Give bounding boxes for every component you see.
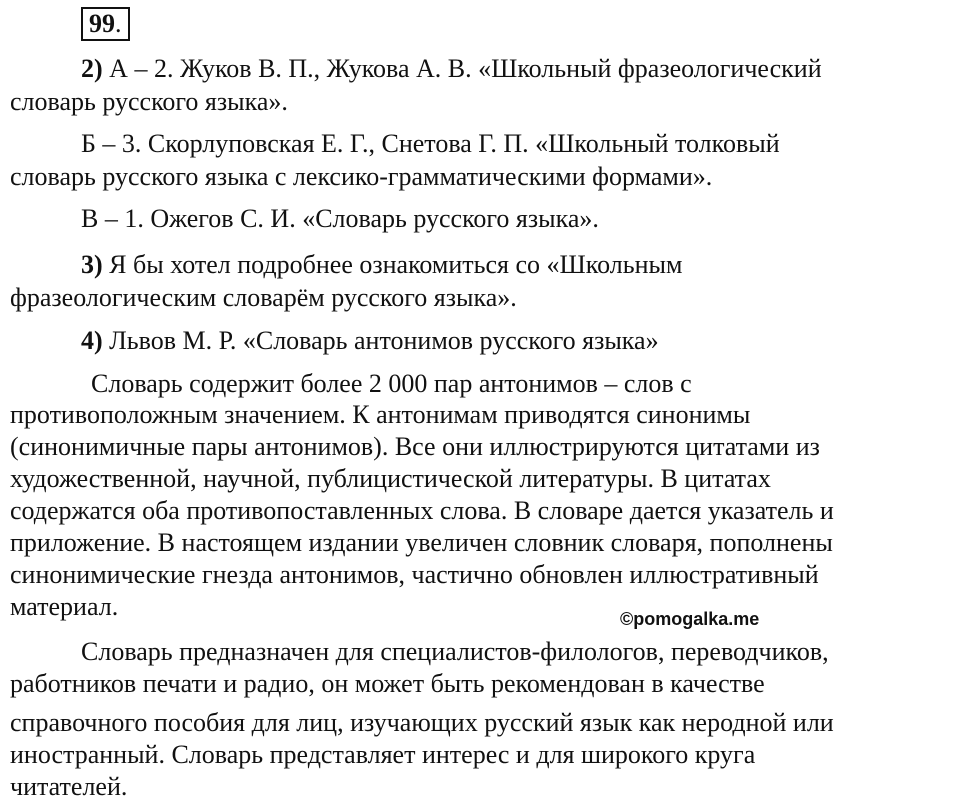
para2-line-3: справочного пособия для лиц, изучающих русский язык как неродной или — [10, 708, 834, 737]
exercise-number-dot: . — [115, 9, 122, 38]
para1-line-5: содержатся оба противопоставленных слова. В словаре дается указатель и — [10, 496, 834, 525]
item-2-marker: 2) — [81, 54, 103, 83]
para1-line-1: Словарь содержит более 2 000 пар антонимов – слов с — [91, 369, 692, 398]
para2-line-4: иностранный. Словарь представляет интерес и для широкого круга — [10, 740, 756, 769]
para1-line-2: противоположным значением. К антонимам приводятся синонимы — [10, 400, 751, 429]
item-4-marker: 4) — [81, 326, 103, 355]
exercise-number — [81, 7, 130, 41]
item-v1-line-1: В – 1. Ожегов С. И. «Словарь русского языка». — [81, 204, 599, 233]
item-3-marker: 3) — [81, 250, 103, 279]
para1-line-8: материал. — [10, 592, 119, 621]
item-2-text-1: А – 2. Жуков В. П., Жукова А. В. «Школьный фразеологический — [102, 54, 822, 83]
para2-line-5: читателей. — [10, 772, 128, 801]
item-3-line-1 — [81, 249, 682, 281]
item-b3-line-1: Б – 3. Скорлуповская Е. Г., Снетова Г. П. «Школьный толковый — [81, 129, 780, 158]
item-2-line-1 — [81, 53, 822, 85]
item-4-text-1: Львов М. Р. «Словарь антонимов русского языка» — [102, 326, 659, 355]
para1-line-6: приложение. В настоящем издании увеличен словник словаря, пополнены — [10, 528, 833, 557]
para1-line-7: синонимические гнезда антонимов, частично обновлен иллюстративный — [10, 560, 819, 589]
para2-line-2: работников печати и радио, он может быть рекомендован в качестве — [10, 669, 765, 698]
item-2-line-2: словарь русского языка». — [10, 87, 288, 116]
para2-line-1: Словарь предназначен для специалистов-филологов, переводчиков, — [81, 637, 829, 666]
item-4-line-1 — [81, 325, 659, 357]
exercise-number-value: 99 — [89, 9, 115, 38]
item-b3-line-2: словарь русского языка с лексико-грамматическими формами». — [10, 162, 713, 191]
watermark: ©pomogalka.me — [620, 609, 760, 629]
para1-line-4: художественной, научной, публицистической литературы. В цитатах — [10, 464, 771, 493]
para1-line-3: (синонимичные пары антонимов). Все они иллюстрируются цитатами из — [10, 432, 820, 461]
item-3-text-1: Я бы хотел подробнее ознакомиться со «Школьным — [102, 250, 683, 279]
item-3-line-2: фразеологическим словарём русского языка». — [10, 283, 517, 312]
